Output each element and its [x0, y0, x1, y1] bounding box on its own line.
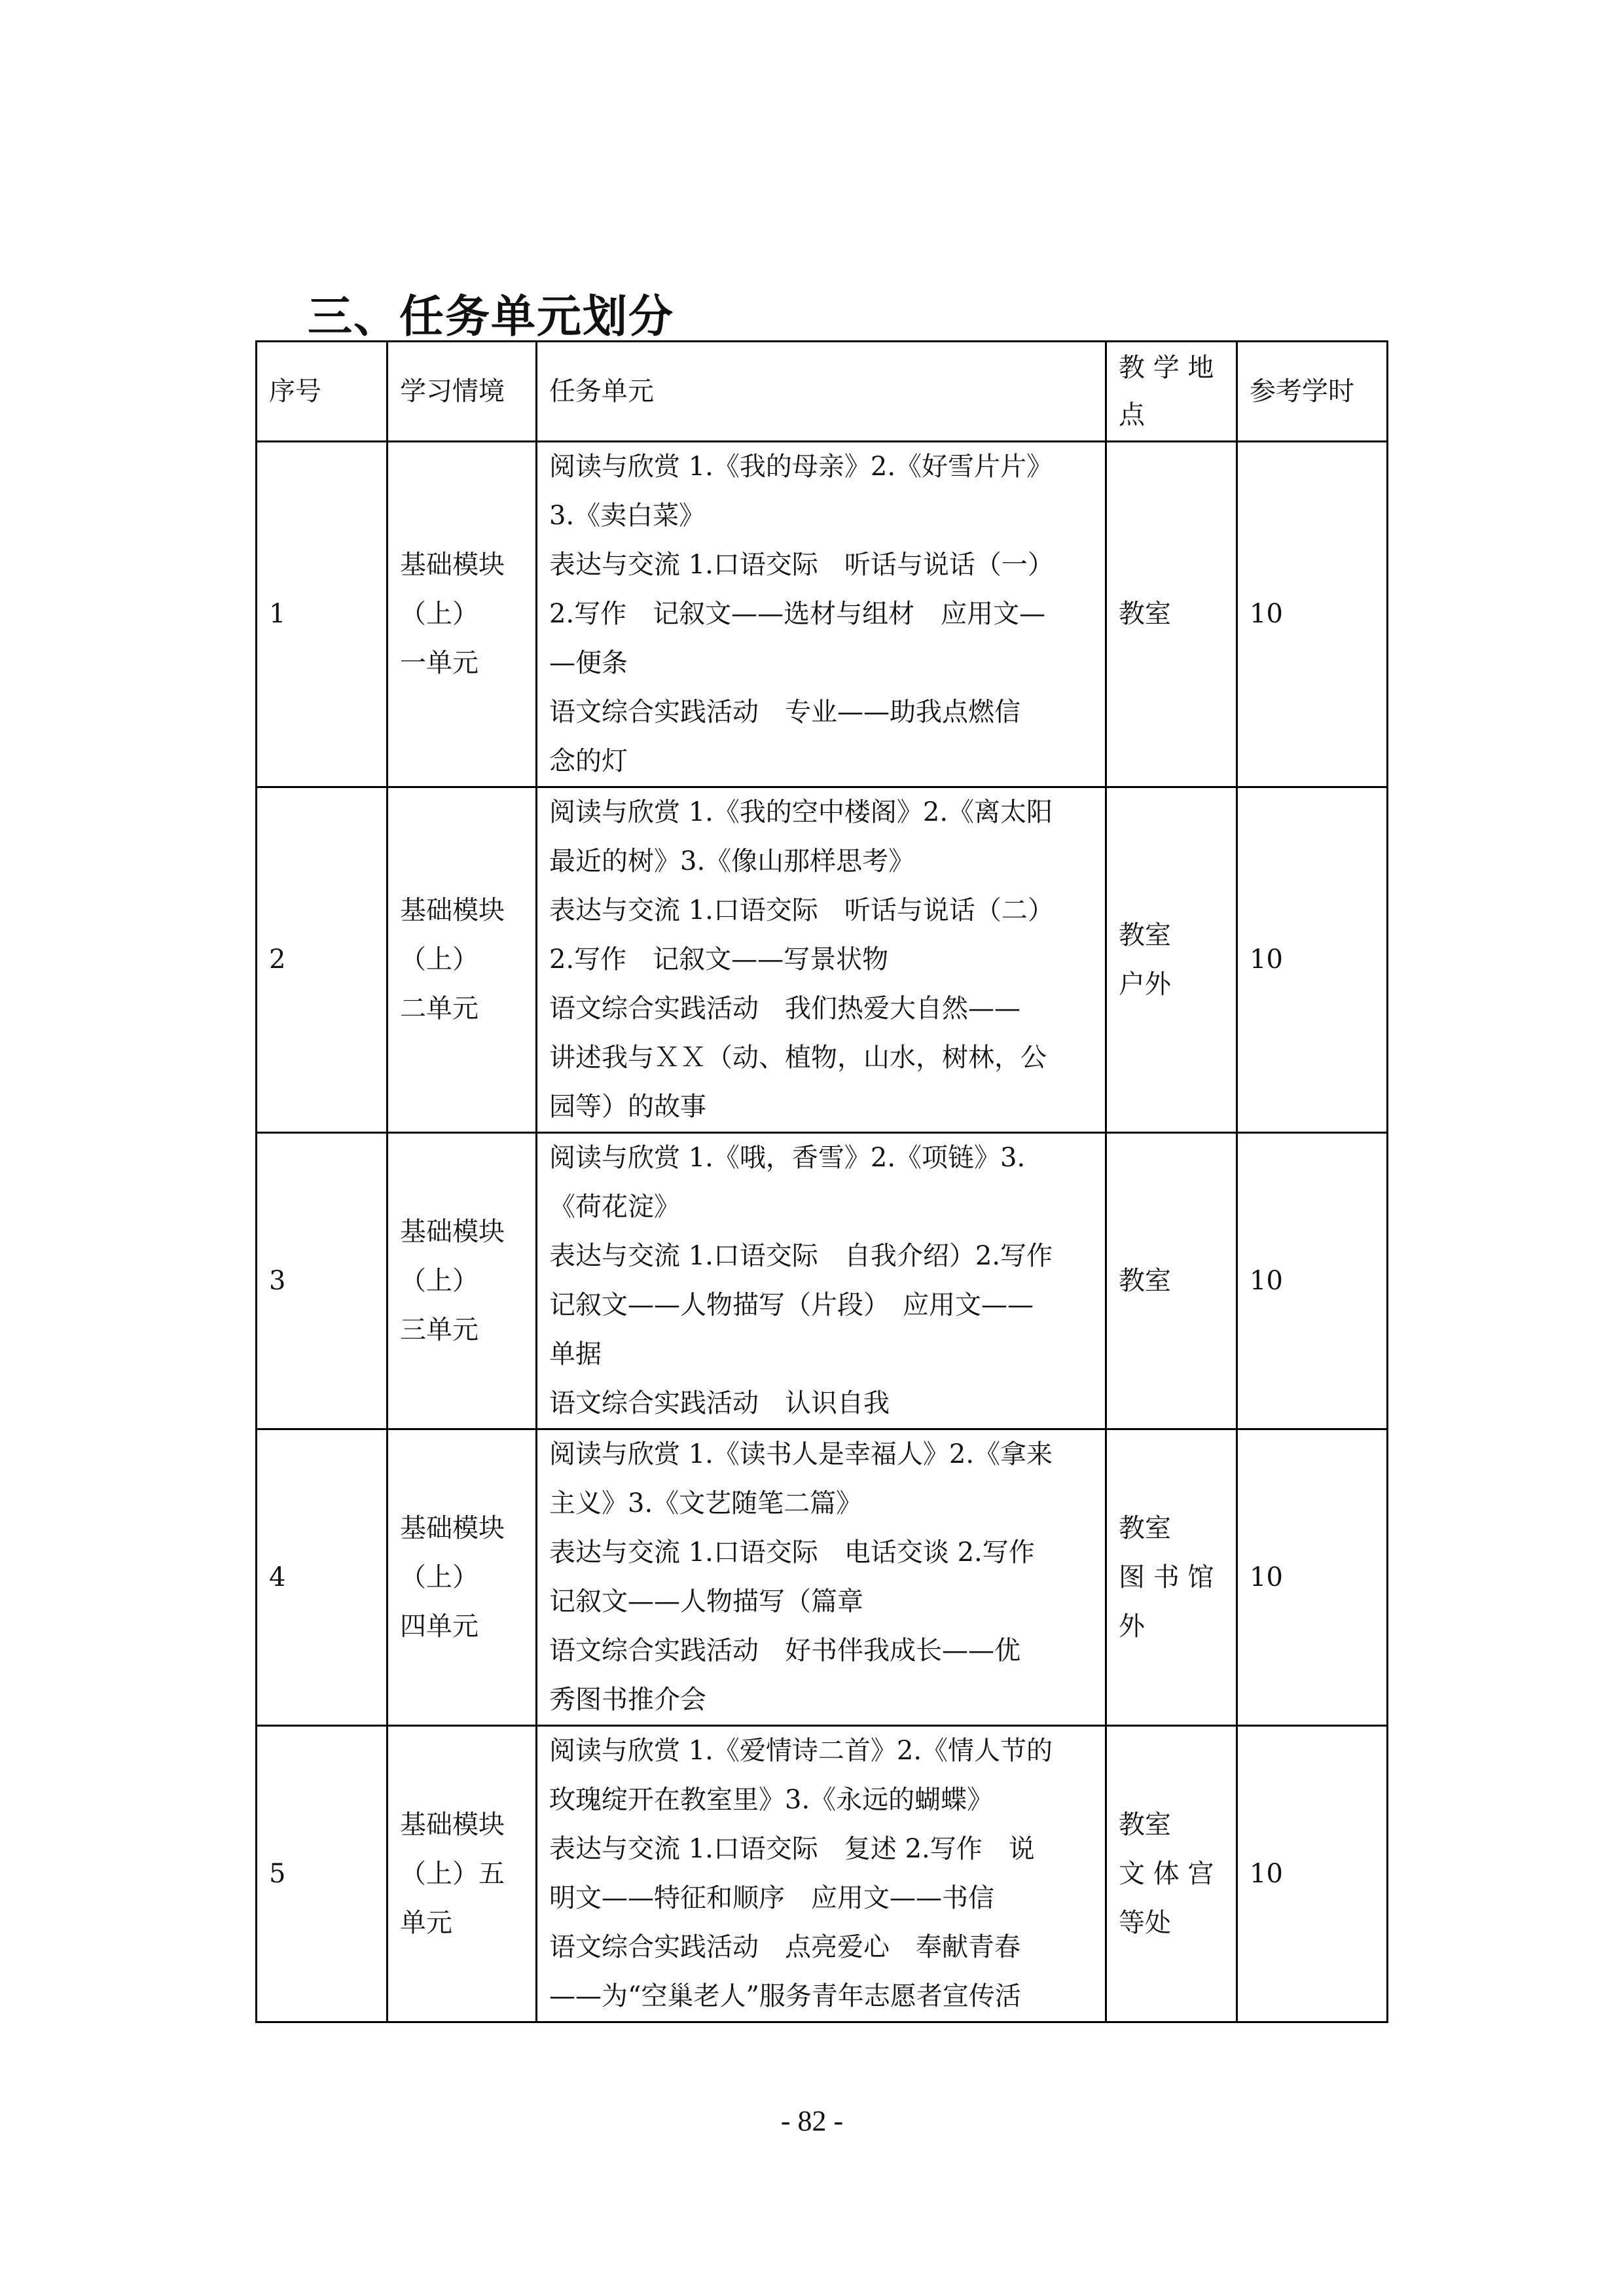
situation-line: 四单元 — [400, 1611, 478, 1641]
task-line: 表达与交流 1.口语交际 自我介绍）2.写作 — [549, 1241, 1053, 1271]
reference-hours: 10 — [1237, 1429, 1388, 1726]
situation-line: （上） — [400, 1562, 478, 1592]
task-line: 语文综合实践活动 我们热爱大自然—— — [549, 994, 1020, 1024]
table-row — [257, 442, 1388, 787]
page-number: - 82 - — [780, 2105, 844, 2137]
location-line: 教室 — [1119, 920, 1171, 950]
location-line: 户外 — [1119, 969, 1171, 999]
task-line: 阅读与欣赏 1.《我的空中楼阁》2.《离太阳 — [549, 797, 1053, 827]
task-line: 主义》3.《文艺随笔二篇》 — [549, 1488, 863, 1518]
task-line: 最近的树》3.《像山那样思考》 — [549, 846, 915, 876]
situation-line: 基础模块 — [400, 895, 505, 925]
task-line: 2.写作 记叙文——写景状物 — [549, 944, 889, 975]
task-line: 表达与交流 1.口语交际 电话交谈 2.写作 — [549, 1537, 1035, 1568]
location-line: 外 — [1119, 1611, 1145, 1641]
task-unit — [537, 787, 1106, 1133]
situation-line: （上） — [400, 599, 478, 629]
learning-situation — [388, 1726, 537, 2022]
teaching-location — [1106, 1133, 1237, 1429]
task-line: 阅读与欣赏 1.《读书人是幸福人》2.《拿来 — [549, 1439, 1053, 1469]
table-header-row — [257, 342, 1388, 442]
task-line: 念的灯 — [549, 746, 628, 776]
learning-situation — [388, 442, 537, 787]
location-line: 文 体 宫 — [1119, 1858, 1214, 1889]
header-situation: 学习情境 — [388, 342, 537, 442]
task-line: 明文——特征和顺序 应用文——书信 — [549, 1883, 994, 1913]
reference-hours: 10 — [1237, 1726, 1388, 2022]
reference-hours: 10 — [1237, 442, 1388, 787]
header-location: 教 学 地 点 — [1106, 342, 1237, 442]
location-line: 等处 — [1119, 1907, 1171, 1938]
task-unit — [537, 1429, 1106, 1726]
learning-situation — [388, 787, 537, 1133]
header-task-unit: 任务单元 — [537, 342, 1106, 442]
task-line: 阅读与欣赏 1.《我的母亲》2.《好雪片片》 — [549, 452, 1053, 482]
table-row — [257, 1726, 1388, 2022]
location-line: 教室 — [1119, 1809, 1171, 1840]
task-unit — [537, 442, 1106, 787]
situation-line: 二单元 — [400, 994, 478, 1024]
row-number: 1 — [257, 442, 388, 787]
task-line: 秀图书推介会 — [549, 1685, 706, 1715]
task-line: 表达与交流 1.口语交际 听话与说话（二） — [549, 895, 1054, 925]
teaching-location — [1106, 1429, 1237, 1726]
situation-line: 基础模块 — [400, 1513, 505, 1543]
table-row — [257, 1133, 1388, 1429]
learning-situation — [388, 1133, 537, 1429]
task-line: 语文综合实践活动 好书伴我成长——优 — [549, 1636, 1020, 1666]
task-line: 记叙文——人物描写（篇章 — [549, 1587, 863, 1617]
teaching-location — [1106, 1726, 1237, 2022]
task-unit — [537, 1726, 1106, 2022]
header-no: 序号 — [257, 342, 388, 442]
task-line: 记叙文——人物描写（片段） 应用文—— — [549, 1290, 1034, 1320]
row-number: 4 — [257, 1429, 388, 1726]
task-line: —便条 — [549, 648, 628, 678]
situation-line: 基础模块 — [400, 550, 505, 580]
task-line: 阅读与欣赏 1.《哦，香雪》2.《项链》3. — [549, 1143, 1026, 1173]
header-hours: 参考学时 — [1237, 342, 1388, 442]
situation-line: （上） — [400, 944, 478, 975]
task-line: 表达与交流 1.口语交际 复述 2.写作 说 — [549, 1834, 1035, 1864]
section-heading: 三、任务单元划分 — [308, 291, 675, 343]
table-row — [257, 1429, 1388, 1726]
task-line: 语文综合实践活动 点亮爱心 奉献青春 — [549, 1932, 1020, 1962]
situation-line: （上） — [400, 1265, 478, 1296]
task-line: 2.写作 记叙文——选材与组材 应用文— — [549, 599, 1046, 629]
task-line: 表达与交流 1.口语交际 听话与说话（一） — [549, 550, 1054, 580]
task-line: 3.《卖白菜》 — [549, 501, 706, 531]
task-line: 玫瑰绽开在教室里》3.《永远的蝴蝶》 — [549, 1785, 994, 1815]
task-line: 讲述我与ＸＸ（动、植物，山水，树林，公 — [549, 1043, 1047, 1073]
situation-line: （上）五 — [400, 1858, 505, 1889]
task-line: 单据 — [549, 1339, 602, 1369]
task-line: 园等）的故事 — [549, 1092, 706, 1122]
situation-line: 单元 — [400, 1907, 452, 1938]
task-unit-table — [255, 340, 1388, 2023]
location-line: 教室 — [1119, 599, 1171, 629]
table-row — [257, 787, 1388, 1133]
row-number: 3 — [257, 1133, 388, 1429]
location-line: 教室 — [1119, 1265, 1171, 1296]
task-line: 语文综合实践活动 认识自我 — [549, 1388, 890, 1418]
task-line: ——为“空巢老人”服务青年志愿者宣传活 — [549, 1981, 1021, 2011]
situation-line: 基础模块 — [400, 1809, 505, 1840]
row-number: 2 — [257, 787, 388, 1133]
teaching-location — [1106, 787, 1237, 1133]
task-line: 阅读与欣赏 1.《爱情诗二首》2.《情人节的 — [549, 1736, 1053, 1766]
location-line: 图 书 馆 — [1119, 1562, 1214, 1592]
learning-situation — [388, 1429, 537, 1726]
reference-hours: 10 — [1237, 787, 1388, 1133]
situation-line: 基础模块 — [400, 1216, 505, 1247]
situation-line: 三单元 — [400, 1314, 478, 1345]
task-unit — [537, 1133, 1106, 1429]
task-line: 语文综合实践活动 专业——助我点燃信 — [549, 697, 1020, 727]
task-line: 《荷花淀》 — [549, 1192, 680, 1222]
row-number: 5 — [257, 1726, 388, 2022]
reference-hours: 10 — [1237, 1133, 1388, 1429]
location-line: 教室 — [1119, 1513, 1171, 1543]
teaching-location — [1106, 442, 1237, 787]
situation-line: 一单元 — [400, 648, 478, 678]
